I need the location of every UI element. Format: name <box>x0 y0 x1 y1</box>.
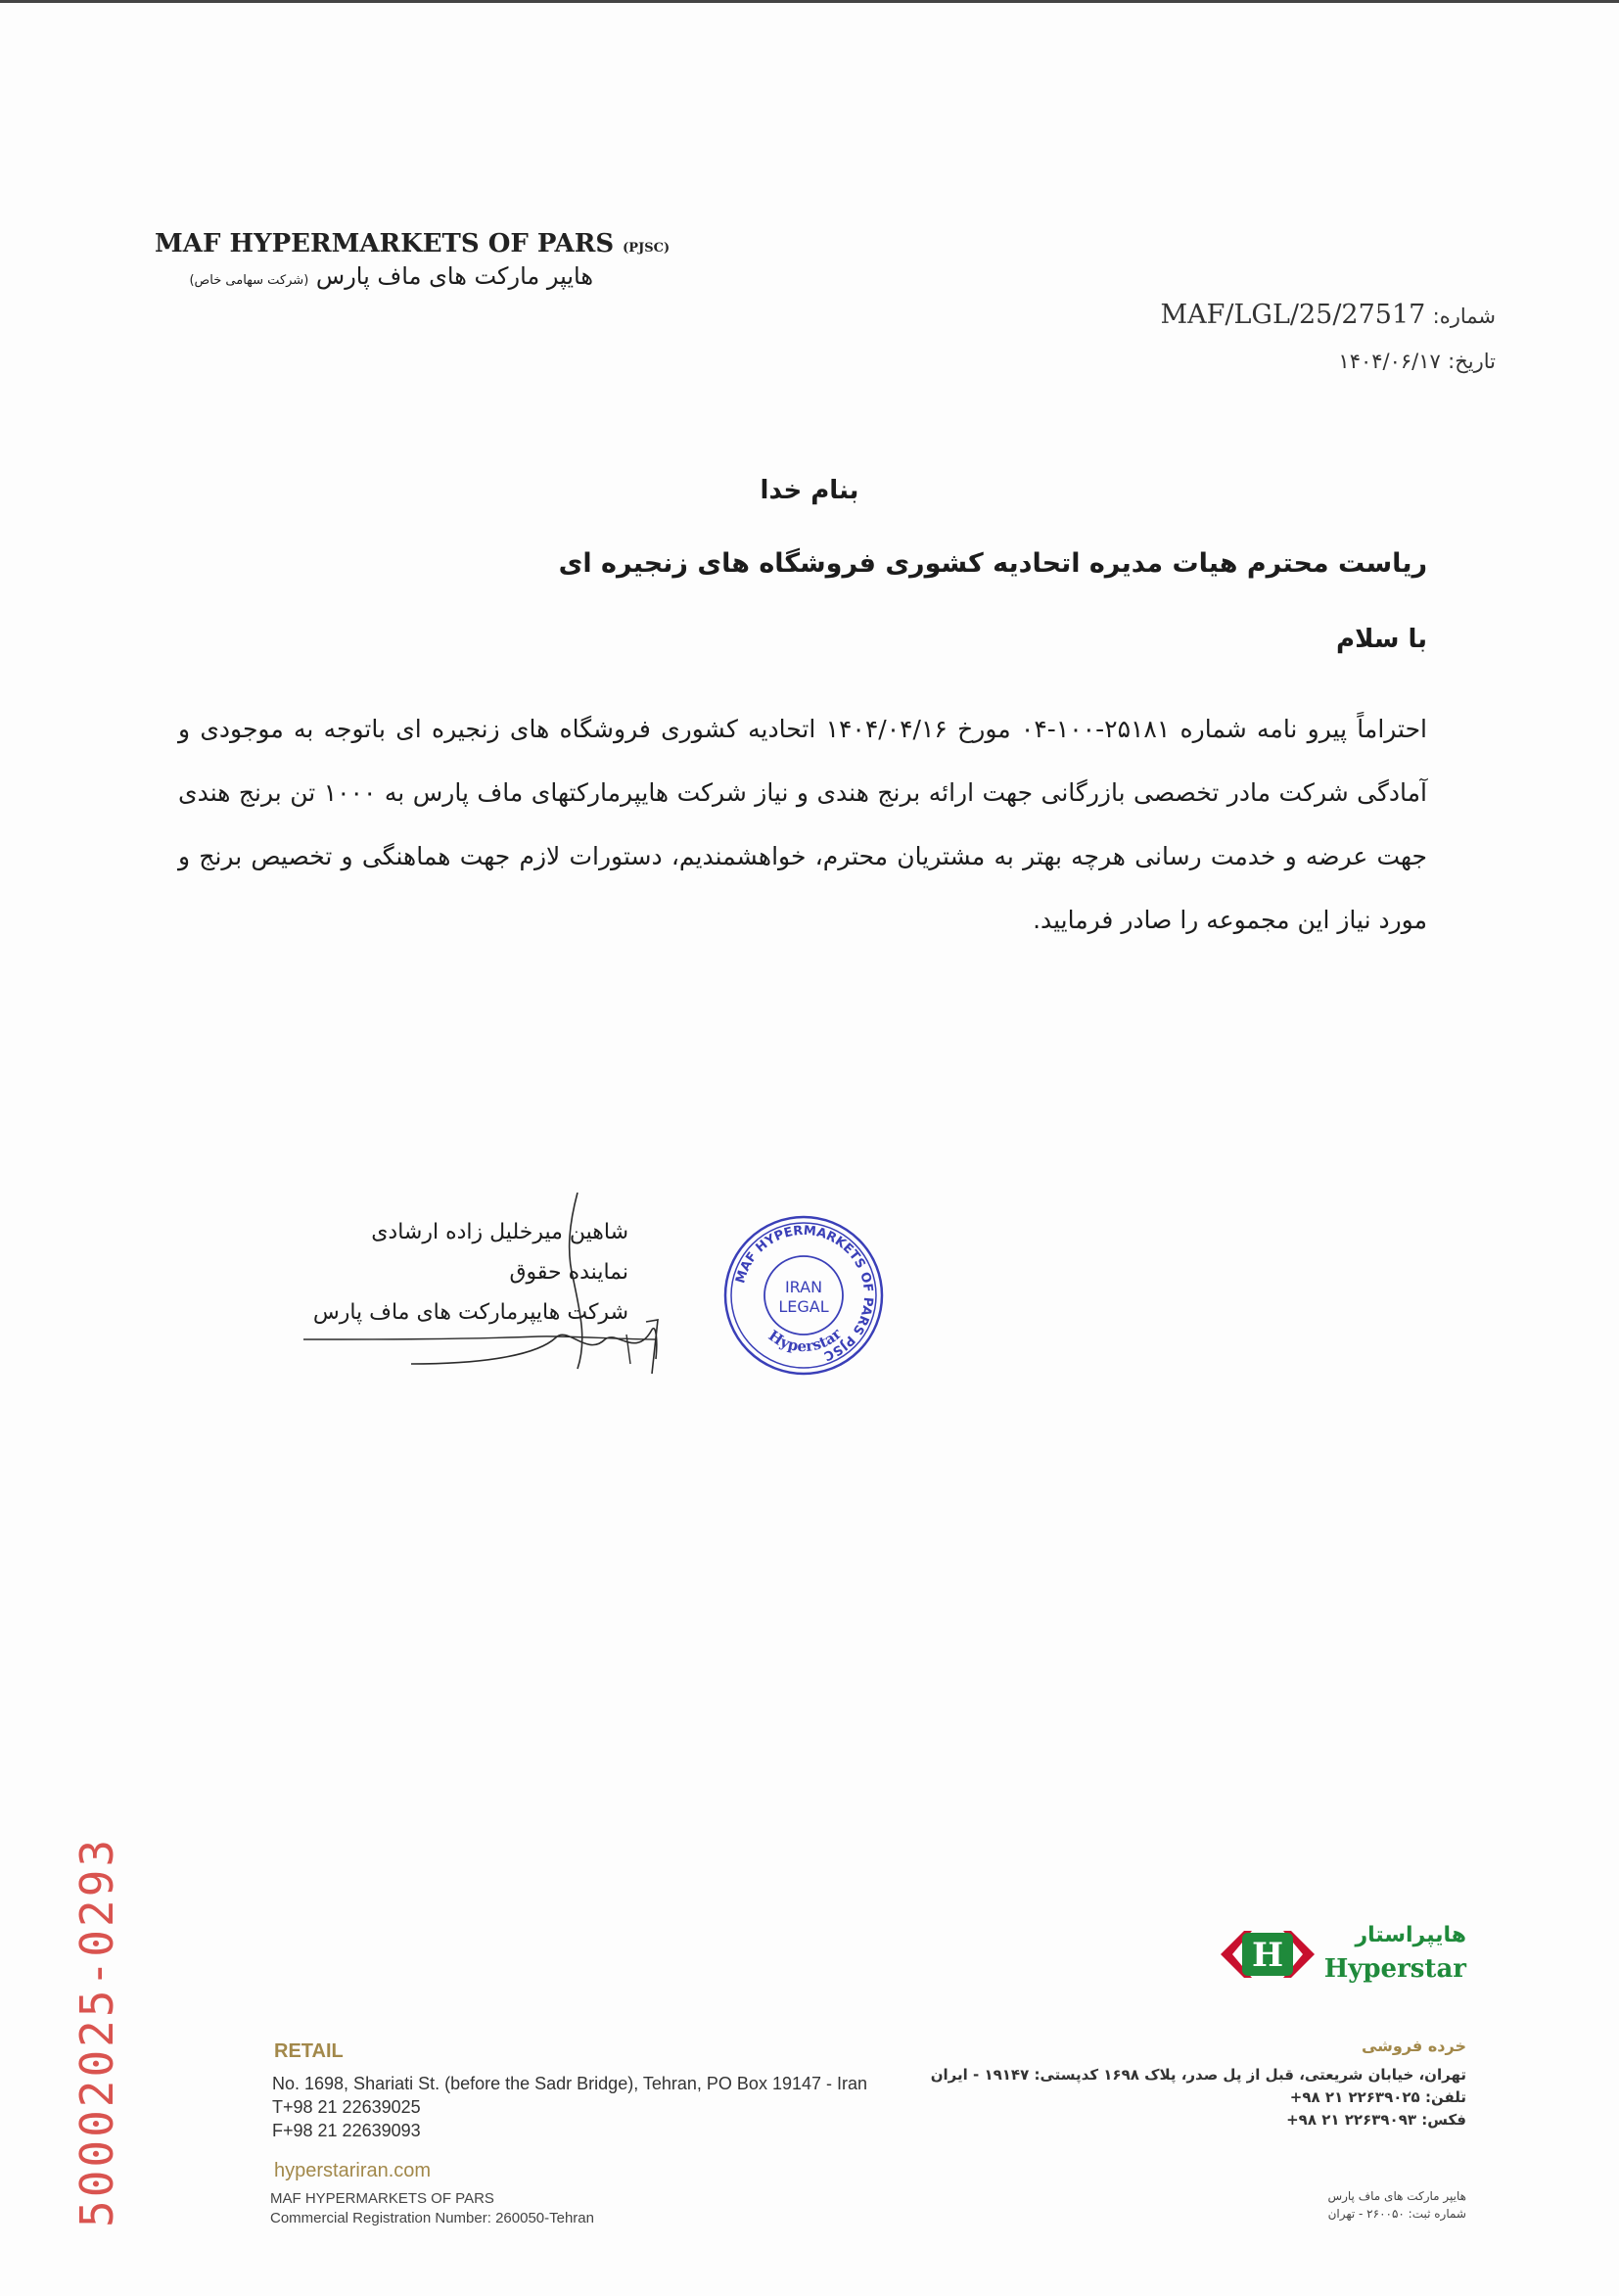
legal-name: MAF HYPERMARKETS OF PARS <box>270 2190 494 2207</box>
legal-name-fa: هایپر مارکت های ماف پارس <box>1327 2189 1466 2203</box>
letter-number-row <box>1160 300 1496 330</box>
top-rule <box>0 0 1619 3</box>
company-name-en-text: MAF HYPERMARKETS OF PARS <box>155 229 615 258</box>
logo-text-en: Hyperstar <box>1323 1954 1466 1984</box>
letter-number-value: MAF/LGL/25/27517 <box>1160 300 1426 330</box>
signer-name: شاهین میرخلیل زاده ارشادی <box>371 1220 628 1244</box>
registration-number: Commercial Registration Number: 260050-Tehran <box>270 2210 594 2226</box>
letter-date-row <box>1338 349 1496 374</box>
retail-phone-fa: تلفن: ۲۲۶۳۹۰۲۵ ۲۱ ۹۸+ <box>1289 2088 1466 2106</box>
stamp-center-line1: IRAN <box>784 1278 823 1296</box>
hyperstar-logo-icon <box>1219 1927 1317 1982</box>
retail-fax-fa: فکس: ۲۲۶۳۹۰۹۳ ۲۱ ۹۸+ <box>1286 2111 1466 2129</box>
retail-phone: T+98 21 22639025 <box>272 2097 421 2117</box>
logo-text-fa: هایپراستار <box>1355 1923 1466 1947</box>
legal-info <box>270 2189 594 2228</box>
retail-heading-fa: خرده فروشی <box>1361 2037 1466 2055</box>
letter-date-label: تاریخ: <box>1448 350 1496 373</box>
retail-address-fa: تهران، خیابان شریعتی، قبل از پل صدر، پلاک ۱۶۹۸ کدپستی: ۱۹۱۴۷ - ایران <box>930 2066 1466 2084</box>
company-name-en <box>155 229 670 258</box>
stamp-ring-text: MAF HYPERMARKETS OF PARS PJSC <box>733 1223 876 1364</box>
signer-company: شرکت هایپرمارکت های ماف پارس <box>312 1300 628 1325</box>
bismillah: بنام خدا <box>760 476 859 505</box>
company-type-fa: (شرکت سهامی خاص) <box>189 273 309 288</box>
stamp-center-line2: LEGAL <box>778 1297 829 1316</box>
website-link[interactable]: hyperstariran.com <box>274 2160 432 2181</box>
stamp-bottom-text: Hyperstar <box>764 1325 846 1356</box>
letter-number-label: شماره: <box>1432 305 1496 328</box>
retail-fax: F+98 21 22639093 <box>272 2121 421 2140</box>
company-name-fa <box>189 262 593 290</box>
signer-title: نماینده حقوق <box>509 1260 628 1285</box>
retail-heading: RETAIL <box>274 2040 344 2062</box>
company-stamp <box>720 1212 887 1379</box>
side-serial-number: 50002025-0293 <box>70 1836 123 2227</box>
addressee: ریاست محترم هیات مدیره اتحادیه کشوری فروشگاه های زنجیره ای <box>558 548 1427 579</box>
retail-contact-fa <box>931 2064 1466 2132</box>
registration-number-fa: شماره ثبت: ۲۶۰۰۵۰ - تهران <box>1327 2207 1466 2221</box>
logo-mark-letter: H <box>1251 1936 1284 1975</box>
company-type-en: (PJSC) <box>623 241 671 256</box>
greeting: با سلام <box>1336 625 1427 654</box>
retail-address: No. 1698, Shariati St. (before the Sadr Bridge), Tehran, PO Box 19147 - Iran <box>272 2074 868 2093</box>
letter-body: احتراماً پیرو نامه شماره ۲۵۱۸۱-۱۰۰-۰۴ مورخ ۱۴۰۴/۰۴/۱۶ اتحادیه کشوری فروشگاه های زنجیره ای باتوجه به موجودی و آمادگی شرکت مادر تخصصی بازرگانی جهت ارائه برنج هندی و نیاز شرکت هایپرمارکتهای ماف پارس به ۱۰۰۰ تن برنج هندی جهت عرضه و خدمت رسانی هرچه بهتر به مشتریان محترم، خواهشمندیم، دستورات لازم جهت هماهنگی و تخصیص برنج و مورد نیاز این مجموعه را صادر فرمایید. <box>178 715 1427 934</box>
legal-info-fa <box>1327 2187 1466 2223</box>
letter-date-value: ۱۴۰۴/۰۶/۱۷ <box>1338 350 1441 373</box>
retail-contact <box>272 2072 867 2142</box>
handwritten-signature <box>294 1193 675 1383</box>
company-name-fa-text: هایپر مارکت های ماف پارس <box>315 262 593 290</box>
